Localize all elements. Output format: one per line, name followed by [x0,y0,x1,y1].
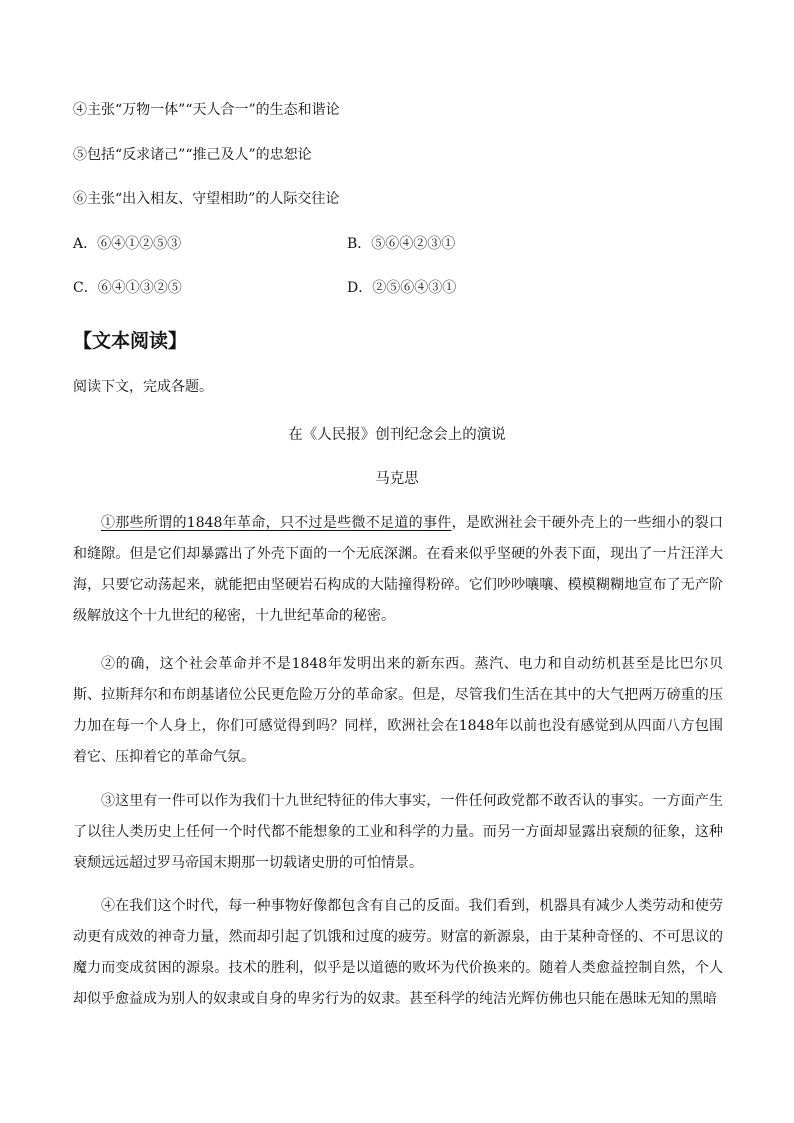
section-title: 【文本阅读】 [73,330,188,352]
choice-b: B．⑤⑥④②③① [347,236,456,252]
choice-a: A．⑥④①②⑤③ [73,236,182,252]
paragraph-3: ③这里有一件可以作为我们十九世纪特征的伟大事实，一件任何政党都不敢否认的事实。一方面产生了以往人类历史上任何一个时代都不能想象的工业和科学的力量。而另一方面却显露出衰颓的征象，这种衰颓远远超过罗马帝国末期那一切载诸史册的可怕情景。 [73,793,723,871]
option-item-6: ⑥主张“出入相友、守望相助”的人际交往论 [73,191,340,207]
option-item-5: ⑤包括“反求诸己”“推己及人”的忠恕论 [73,147,312,163]
paragraph-4: ④在我们这个时代，每一种事物好像都包含有自己的反面。我们看到，机器具有减少人类劳动和使劳动更有成效的神奇力量，然而却引起了饥饿和过度的疲劳。财富的新源泉，由于某种奇怪的、不可思议的魔力而变成贫困的源泉。技术的胜利，似乎是以道德的败坏为代价换来的。随着人类愈益控制自然，个人却似乎愈益成为别人的奴隶或自身的卑劣行为的奴隶。甚至科学的纯洁光辉仿佛也只能在愚昧无知的黑暗 [73,898,723,1007]
article-title: 在《人民报》创刊纪念会上的演说 [288,427,506,443]
paragraph-1 [73,508,723,632]
paragraph-2: ②的确，这个社会革命并不是1848年发明出来的新东西。蒸汽、电力和自动纺机甚至是比巴尔贝斯、拉斯拜尔和布朗基诸位公民更危险万分的革命家。但是，尽管我们生活在其中的大气把两万磅重的压力加在每一个人身上，你们可感觉得到吗？同样，欧洲社会在1848年以前也没有感觉到从四面八方包围着它、压抑着它的革命气氛。 [73,656,723,765]
paragraph-1-underlined: ①那些所谓的1848年革命，只不过是些微不足道的事件 [101,515,452,531]
section-instruction: 阅读下文，完成各题。 [73,379,213,395]
option-item-4: ④主张“万物一体”“天人合一”的生态和谐论 [73,102,340,118]
choice-c: C．⑥④①③②⑤ [73,280,182,296]
choice-d: D．②⑤⑥④③① [347,280,457,296]
paragraph-1-rest: ，是欧洲社会干硬外壳上的一些细小的裂口和缝隙。但是它们却暴露出了外壳下面的一个无底深渊。在看来似乎坚硬的外表下面，现出了一片汪洋大海，只要它动荡起来，就能把由坚硬岩石构成的大陆撞得粉碎。它们吵吵嚷嚷、模模糊糊地宣布了无产阶级解放这个十九世纪的秘密，十九世纪革命的秘密。 [73,515,723,624]
article-author: 马克思 [375,471,419,487]
